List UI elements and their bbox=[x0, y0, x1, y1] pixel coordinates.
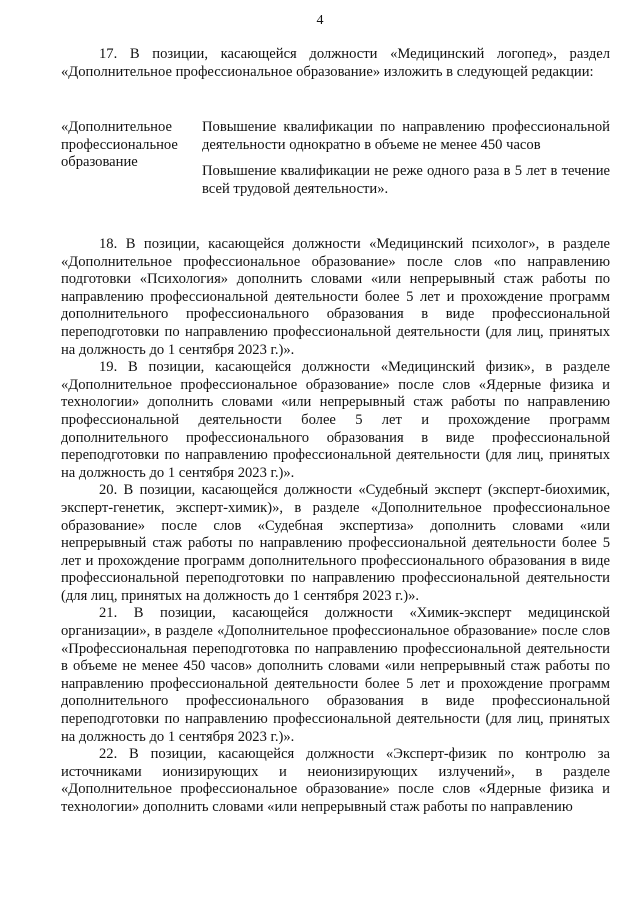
paragraph-19: 19. В позиции, касающейся должности «Медицинский физик», в разделе «Дополнительное профессиональное образование» после слов «Ядерные физика и технологии» дополнить словами «или непрерывный стаж работы по направлению профессиональной деятельности более 5 лет и прохождение программ дополнительного профессионального образования в виде профессиональной переподготовки по направлению профессиональной деятельности (для лиц, принятых на должность до 1 сентября 2023 г.)». bbox=[61, 359, 610, 481]
paragraph-block-top bbox=[61, 46, 610, 81]
page-number: 4 bbox=[316, 13, 324, 28]
paragraph-18: 18. В позиции, касающейся должности «Медицинский психолог», в разделе «Дополнительное профессиональное образование» после слов «по направлению подготовки «Психология» дополнить словами «или непрерывный стаж работы по направлению профессиональной деятельности более 5 лет и прохождение программ дополнительного профессионального образования в виде профессиональной переподготовки по направлению профессиональной деятельности (для лиц, принятых на должность до 1 сентября 2023 г.)». bbox=[61, 236, 610, 358]
paragraph-22: 22. В позиции, касающейся должности «Эксперт-физик по контролю за источниками ионизирующих и неионизирующих излучений», в разделе «Дополнительное профессиональное образование» после слов «Ядерные физика и технологии» дополнить словами «или непрерывный стаж работы по направлению bbox=[61, 746, 610, 815]
insert-requirement-2: Повышение квалификации не реже одного раза в 5 лет в течение всей трудовой деятельности». bbox=[202, 163, 610, 197]
insert-requirements bbox=[202, 119, 610, 198]
paragraph-block-main bbox=[61, 236, 610, 817]
paragraph-17: 17. В позиции, касающейся должности «Медицинский логопед», раздел «Дополнительное профессиональное образование» изложить в следующей редакции: bbox=[61, 46, 610, 80]
insert-requirement-1: Повышение квалификации по направлению профессиональной деятельности однократно в объеме не менее 450 часов bbox=[202, 119, 610, 153]
paragraph-21: 21. В позиции, касающейся должности «Химик-эксперт медицинской организации», в разделе «Дополнительное профессиональное образование» после слов «Профессиональная переподготовка по направлению профессиональной деятельности в объеме не менее 450 часов» дополнить словами «или непрерывный стаж работы по направлению профессиональной деятельности более 5 лет и прохождение программ дополнительного профессионального образования в виде профессиональной переподготовки по направлению профессиональной деятельности (для лиц, принятых на должность до 1 сентября 2023 г.)». bbox=[61, 605, 610, 745]
insert-section-title: «Дополнительное профессиональное образование bbox=[61, 119, 178, 171]
paragraph-20: 20. В позиции, касающейся должности «Судебный эксперт (эксперт-биохимик, эксперт-генетик, эксперт-химик)», в разделе «Дополнительное профессиональное образование» после слов «Судебная экспертиза» дополнить словами «или непрерывный стаж работы по направлению профессиональной деятельности более 5 лет и прохождение программ дополнительного профессионального образования в виде профессиональной переподготовки по направлению профессиональной деятельности (для лиц, принятых на должность до 1 сентября 2023 г.)». bbox=[61, 482, 610, 604]
